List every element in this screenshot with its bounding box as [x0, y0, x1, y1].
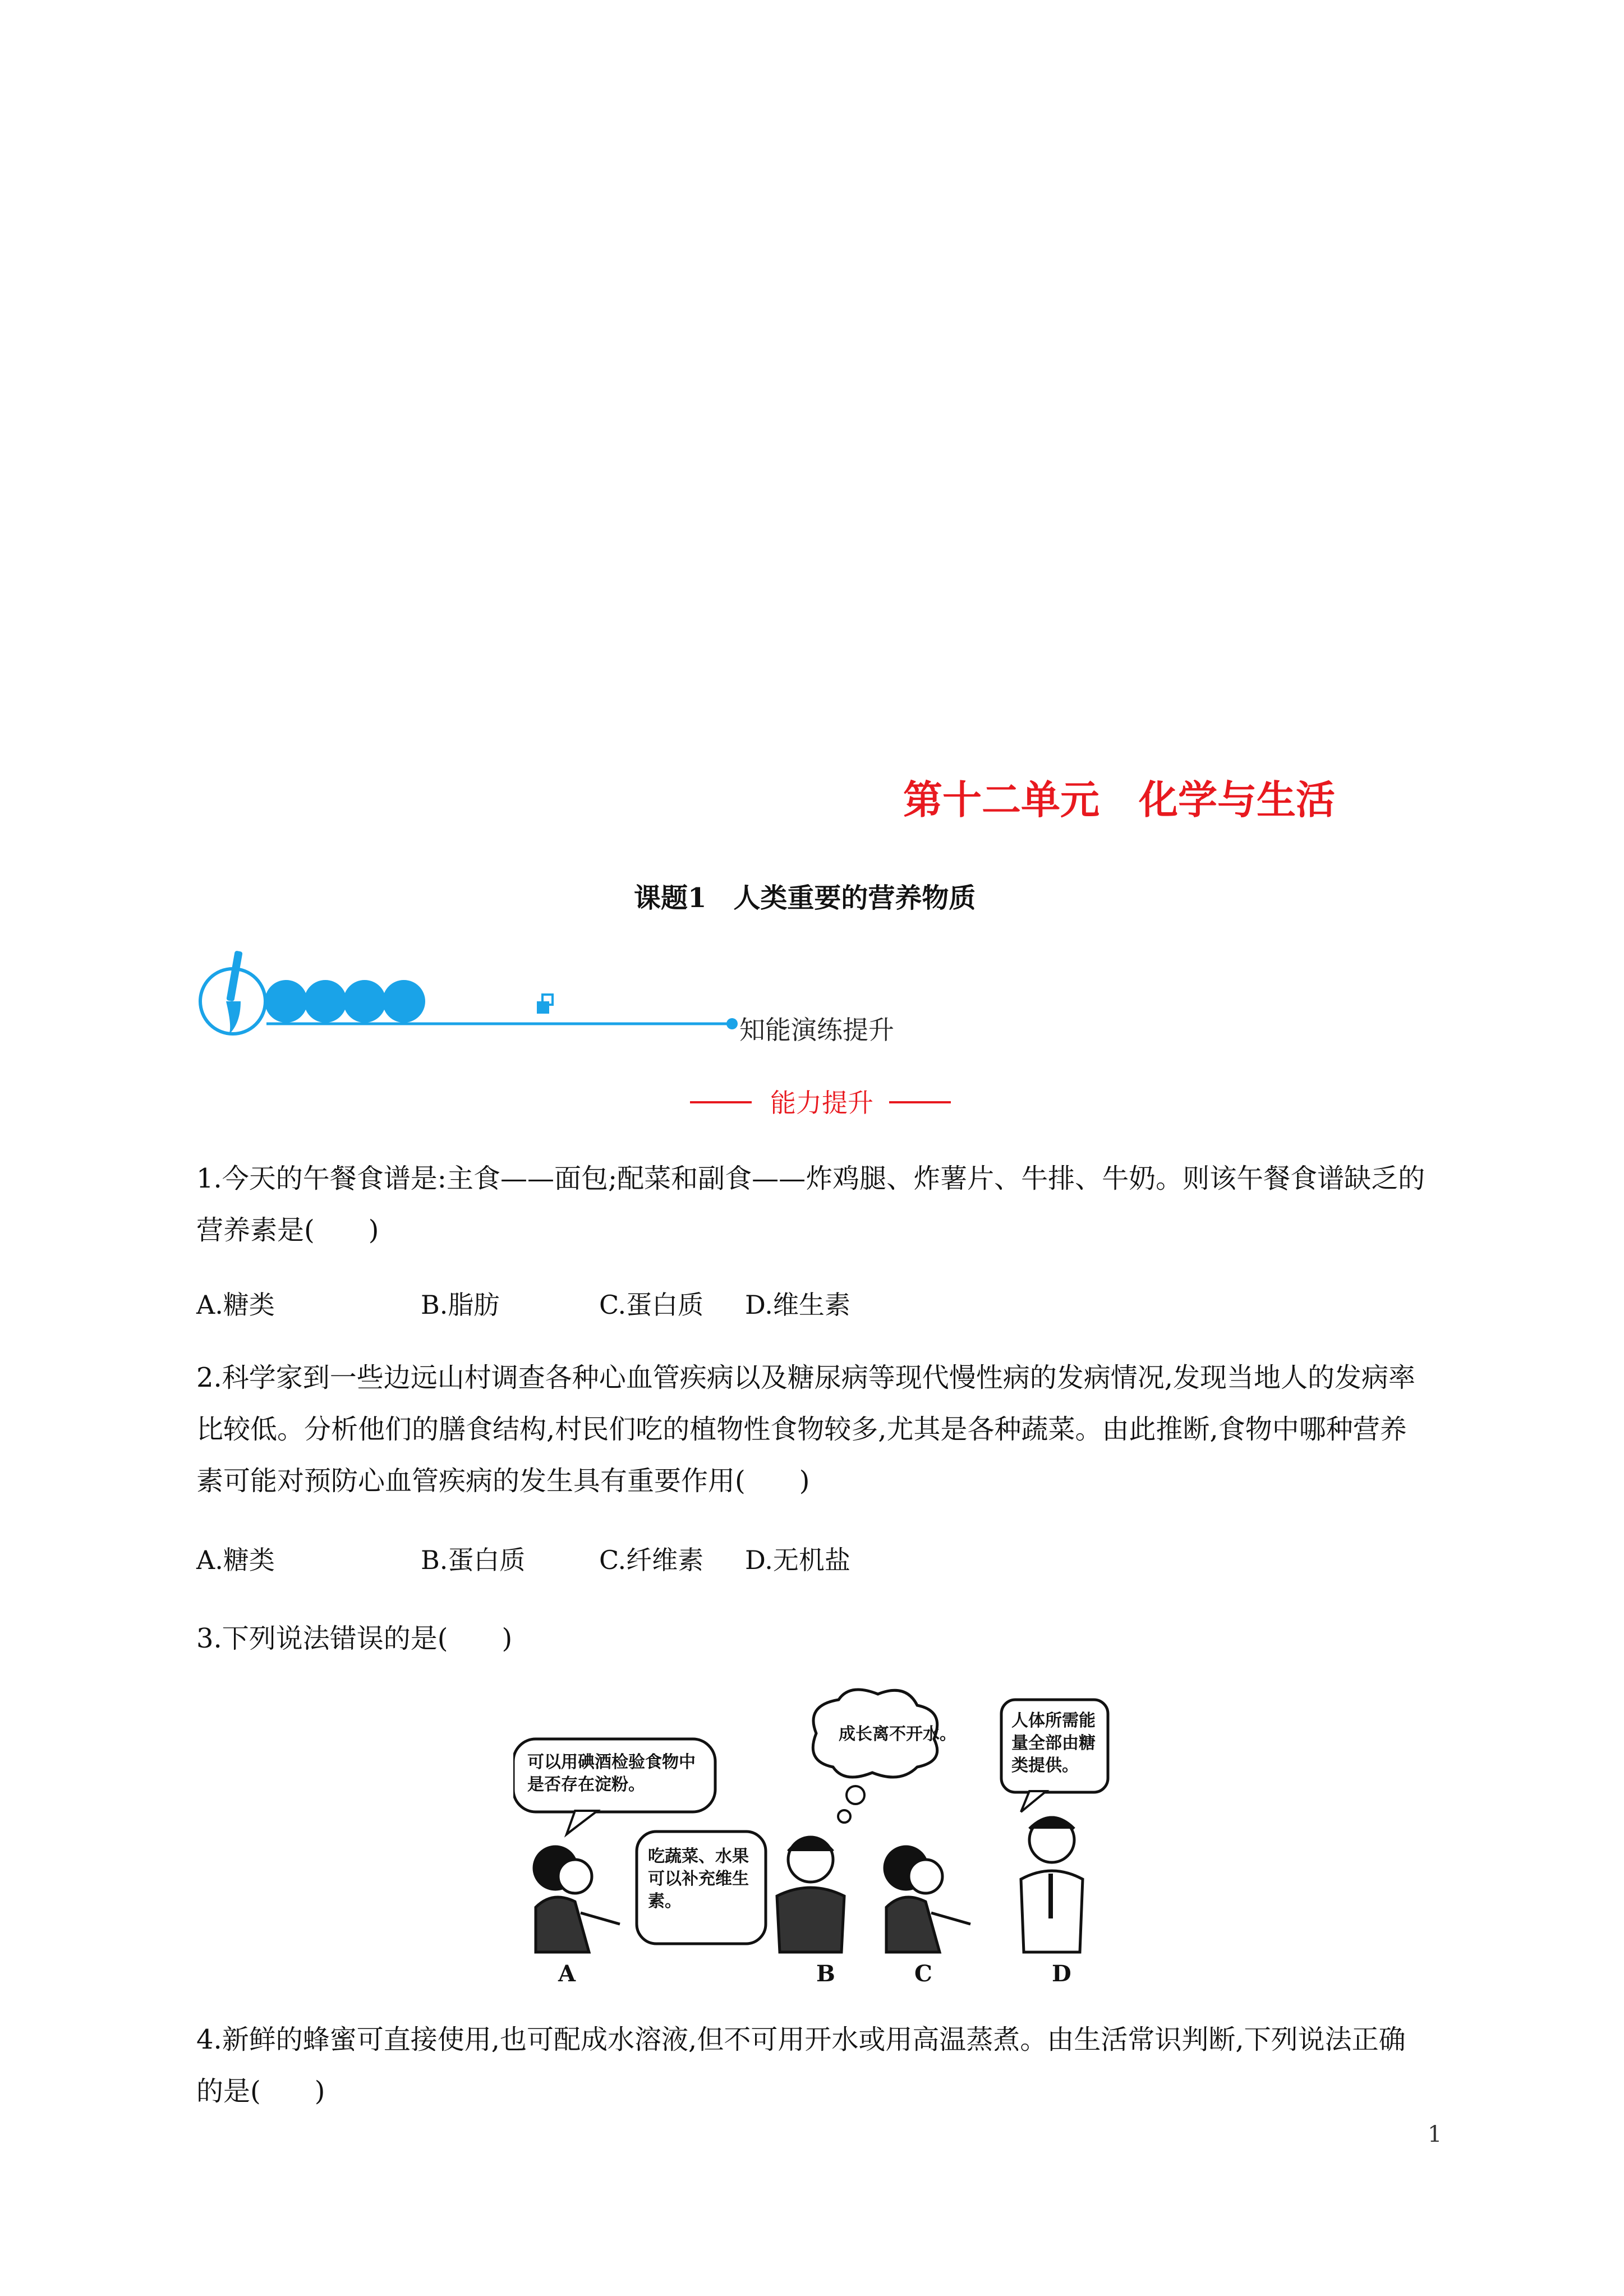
question-4: 4.新鲜的蜂蜜可直接使用,也可配成水溶液,但不可用开水或用高温蒸煮。由生活常识判断,下列说法正确的是( ) — [196, 2024, 1406, 2107]
person-d-figure — [1021, 1818, 1083, 1952]
figure-label-b: B — [816, 1961, 835, 1987]
bubble-d-text: 人体所需能量全部由糖类提供。 — [1011, 1711, 1096, 1775]
q2-option-a: A.糖类 — [196, 1545, 275, 1575]
question-2: 2.科学家到一些边远山村调查各种心血管疾病以及糖尿病等现代慢性病的发病情况,发现当地人的发病率比较低。分析他们的膳食结构,村民们吃的植物性食物较多,尤其是各种蔬菜。由此推断,食物中哪种营养素可能对预防心血管疾病的发生具有重要作用( ) — [196, 1362, 1416, 1497]
banner-dot-3 — [343, 980, 386, 1023]
bubble-b-text: 吃蔬菜、水果可以补充维生素。 — [648, 1847, 749, 1911]
q2-option-b: B.蛋白质 — [421, 1545, 526, 1575]
q2-option-c: C.纤维素 — [599, 1545, 704, 1575]
question-3: 3.下列说法错误的是( ) — [196, 1623, 513, 1654]
person-a-figure — [534, 1847, 620, 1952]
question-1: 1.今天的午餐食谱是:主食——面包;配菜和副食——炸鸡腿、炸薯片、牛排、牛奶。则该午餐食谱缺乏的营养素是( ) — [196, 1163, 1425, 1246]
banner-end-dot — [726, 1018, 738, 1029]
bubble-a-text: 可以用碘酒检验食物中是否存在淀粉。 — [527, 1752, 696, 1795]
q1-option-a: A.糖类 — [196, 1290, 275, 1320]
banner-dot-2 — [304, 980, 347, 1023]
section-header — [690, 1083, 954, 1122]
section-rule-left — [690, 1101, 752, 1103]
page-number: 1 — [1428, 2122, 1442, 2147]
banner-text: 知能演练提升 — [739, 1015, 894, 1045]
q2-option-d: D.无机盐 — [745, 1545, 850, 1575]
figure-label-d: D — [1052, 1961, 1071, 1987]
q1-option-b: B.脂肪 — [421, 1290, 500, 1320]
unit-title: 第十二单元 化学与生活 — [903, 777, 1335, 823]
section-label: 能力提升 — [770, 1088, 873, 1118]
question-3-figure — [513, 1683, 1119, 1997]
person-b-figure — [777, 1837, 844, 1952]
figure-label-a: A — [558, 1961, 576, 1987]
bubble-c-text: 成长离不开水。 — [839, 1724, 956, 1744]
paintbrush-icon — [226, 950, 243, 1035]
q1-option-c: C.蛋白质 — [599, 1290, 704, 1320]
person-c-figure — [885, 1847, 970, 1952]
banner-dot-1 — [265, 980, 307, 1023]
q1-option-d: D.维生素 — [745, 1290, 850, 1320]
banner-graphic — [194, 945, 755, 1046]
figure-label-c: C — [914, 1961, 932, 1987]
lesson-title: 课题1 人类重要的营养物质 — [634, 882, 976, 914]
banner-dot-4 — [383, 980, 425, 1023]
section-rule-right — [889, 1101, 951, 1103]
